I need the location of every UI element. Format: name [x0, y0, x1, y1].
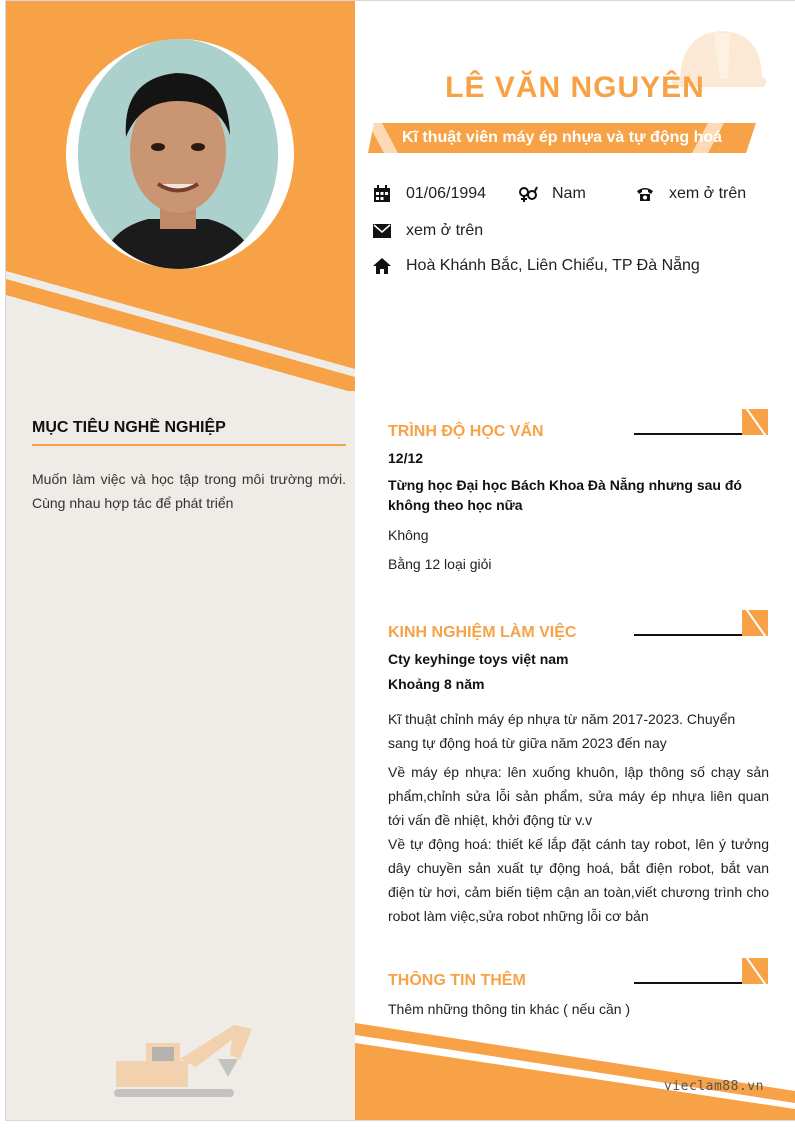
email-icon	[372, 221, 392, 241]
objective-divider	[32, 444, 346, 446]
phone-row	[635, 184, 746, 204]
excavator-icon	[106, 1019, 256, 1101]
profile-photo	[66, 39, 294, 269]
experience-title: KINH NGHIỆM LÀM VIỆC	[388, 624, 577, 641]
education-period: 12/12	[388, 450, 424, 466]
education-school: Từng học Đại học Bách Khoa Đà Nẵng nhưng sau đó không theo học nữa	[388, 477, 742, 513]
gender-value: Nam	[552, 185, 586, 202]
phone-icon	[635, 184, 655, 204]
calendar-icon	[372, 184, 392, 204]
experience-duration: Khoảng 8 năm	[388, 676, 485, 692]
experience-summary: Kĩ thuật chỉnh máy ép nhựa từ năm 2017-2023. Chuyển sang tự động hoá từ giữa năm 2023 đến nay	[388, 711, 736, 751]
left-column	[6, 1, 355, 1120]
extra-text: Thêm những thông tin khác ( nếu cần )	[388, 1001, 631, 1017]
birthday-value: 01/06/1994	[406, 185, 487, 202]
gender-row	[518, 184, 586, 204]
cv-page	[5, 0, 795, 1121]
extra-flag	[742, 958, 768, 984]
footer-shape	[355, 1011, 795, 1120]
email-value: xem ở trên	[406, 222, 484, 239]
phone-value: xem ở trên	[669, 185, 747, 202]
address-row	[372, 256, 700, 276]
address-value: Hoà Khánh Bắc, Liên Chiểu, TP Đà Nẵng	[406, 257, 700, 274]
education-major: Không	[388, 527, 429, 543]
avatar	[78, 39, 278, 269]
education-note: Bằng 12 loại giỏi	[388, 556, 492, 572]
experience-flag	[742, 610, 768, 636]
watermark: vieclam88.vn	[664, 1079, 764, 1094]
objective-text: Muốn làm việc và học tập trong môi trường mới. Cùng nhau hợp tác để phát triển	[32, 471, 346, 511]
home-icon	[372, 256, 392, 276]
experience-detail-2: Về tự động hoá: thiết kế lắp đặt cánh tay robot, lên ý tưởng dây chuyền sản xuất tự động hoá, bắt điện robot, bắt van điện từ hơi, cảm biến tiệm cận an toàn,viết chương trình cho robot làm việc,sửa robot những lỗi cơ bản	[388, 836, 769, 924]
birthday-row	[372, 184, 486, 204]
gender-icon	[518, 184, 538, 204]
experience-detail-1: Về máy ép nhựa: lên xuống khuôn, lập thông số chạy sản phẩm,chỉnh sửa lỗi sản phẩm, sửa máy ép nhựa liên quan tới vấn đề nhiệt, khởi động từ v.v	[388, 764, 769, 828]
objective-title: MỤC TIÊU NGHỀ NGHIỆP	[32, 419, 226, 436]
experience-company: Cty keyhinge toys việt nam	[388, 651, 569, 667]
education-title: TRÌNH ĐỘ HỌC VẤN	[388, 423, 544, 440]
education-flag	[742, 409, 768, 435]
job-title: Kĩ thuật viên máy ép nhựa và tự động hoá	[401, 129, 723, 146]
email-row	[372, 221, 483, 241]
candidate-name: LÊ VĂN NGUYÊN	[445, 71, 705, 104]
extra-title: THÔNG TIN THÊM	[388, 972, 526, 989]
